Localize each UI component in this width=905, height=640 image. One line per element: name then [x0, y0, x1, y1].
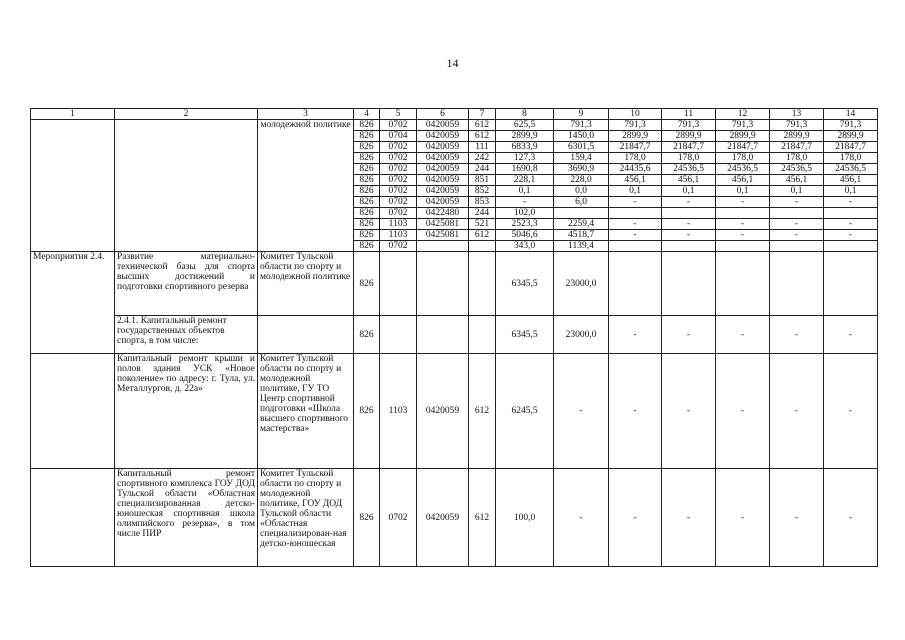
table-cell: 791,3	[554, 120, 609, 131]
table-cell: 0,1	[662, 186, 716, 197]
header-cell: 8	[496, 109, 554, 120]
table-cell: 178,0	[662, 153, 716, 164]
table-cell: 0420059	[417, 142, 469, 153]
table-cell: 178,0	[609, 153, 662, 164]
table-cell: 2899,9	[662, 131, 716, 142]
empty-cell	[770, 252, 824, 316]
header-cell: 11	[662, 109, 716, 120]
table-cell: 791,3	[824, 120, 878, 131]
page-number: 14	[446, 56, 459, 70]
table-cell: 1103	[380, 354, 417, 469]
table-cell: -	[662, 316, 716, 354]
table-cell: -	[662, 230, 716, 241]
header-cell: 9	[554, 109, 609, 120]
table-cell: 791,3	[662, 120, 716, 131]
empty-cell	[380, 252, 417, 316]
table-cell	[716, 241, 770, 252]
table-cell: 1103	[380, 219, 417, 230]
empty-cell	[609, 252, 662, 316]
table-cell	[417, 241, 469, 252]
header-cell: 12	[716, 109, 770, 120]
measure-title: Развитие материально-технической базы для спорта высших достижений и подготовки спортивного резерва	[115, 252, 258, 316]
table-cell: 0420059	[417, 153, 469, 164]
sub-row	[31, 316, 878, 354]
table-cell: 4518,7	[554, 230, 609, 241]
budget-table	[30, 108, 878, 567]
table-cell: 612	[469, 469, 496, 567]
table-cell: -	[662, 219, 716, 230]
header-cell: 1	[31, 109, 115, 120]
table-cell: -	[716, 219, 770, 230]
table-cell: -	[609, 316, 662, 354]
table-cell: 228,0	[554, 175, 609, 186]
sub-title: Капитальный ремонт крыши и полов здания УСК «Новое поколение» по адресу: г. Тула, ул. Металлургов, д. 22а»	[115, 354, 258, 469]
table-cell: 1103	[380, 230, 417, 241]
table-cell: 100,0	[496, 469, 554, 567]
table-cell: 0425081	[417, 230, 469, 241]
header-cell: 6	[417, 109, 469, 120]
table-cell: 0702	[380, 164, 417, 175]
table-cell: 21847,7	[770, 142, 824, 153]
table-cell: -	[716, 469, 770, 567]
table-cell: 0702	[380, 153, 417, 164]
table-cell: -	[770, 219, 824, 230]
table-cell: 826	[354, 175, 380, 186]
table-cell: -	[770, 230, 824, 241]
header-cell: 7	[469, 109, 496, 120]
empty-cell	[31, 120, 115, 252]
table-cell: 456,1	[662, 175, 716, 186]
table-cell: 0,1	[824, 186, 878, 197]
table-cell: -	[824, 219, 878, 230]
table-cell: 0420059	[417, 186, 469, 197]
table-cell: 826	[354, 469, 380, 567]
table-cell: 1450,0	[554, 131, 609, 142]
table-cell	[824, 208, 878, 219]
table-cell: 21847,7	[662, 142, 716, 153]
empty-cell	[716, 252, 770, 316]
table-cell: 2259,4	[554, 219, 609, 230]
table-cell: 21847,7	[609, 142, 662, 153]
table-cell: 0422480	[417, 208, 469, 219]
table-cell: 2523,3	[496, 219, 554, 230]
table-cell	[716, 208, 770, 219]
table-cell: 0702	[380, 120, 417, 131]
table-cell: 178,0	[770, 153, 824, 164]
table-cell	[770, 241, 824, 252]
table-cell: -	[770, 316, 824, 354]
table-cell: 791,3	[770, 120, 824, 131]
table-cell: 612	[469, 354, 496, 469]
table-cell: 826	[354, 354, 380, 469]
table-cell: 228,1	[496, 175, 554, 186]
table-cell: 2899,9	[770, 131, 824, 142]
table-cell	[662, 241, 716, 252]
empty-cell	[380, 316, 417, 354]
table-cell: 625,5	[496, 120, 554, 131]
table-cell: 791,3	[716, 120, 770, 131]
table-cell: 0425081	[417, 219, 469, 230]
table-cell: 178,0	[716, 153, 770, 164]
table-cell: 5046,6	[496, 230, 554, 241]
table-cell: 826	[354, 153, 380, 164]
table-cell: -	[824, 197, 878, 208]
table-row	[31, 120, 878, 131]
responsible-cell: молодежной политике	[258, 120, 354, 252]
table-cell: 2899,9	[824, 131, 878, 142]
sub-title: Капитальный ремонт спортивного комплекса ГОУ ДОД Тульской области «Областная специализированная детско-юношеская спортивная школа олимпийского резерва», в том числе ПИР	[115, 469, 258, 567]
table-cell: -	[716, 354, 770, 469]
table-cell: -	[662, 197, 716, 208]
table-cell: 826	[354, 316, 380, 354]
header-cell: 14	[824, 109, 878, 120]
table-cell: 0702	[380, 142, 417, 153]
table-cell: -	[662, 469, 716, 567]
table-cell: 24536,5	[824, 164, 878, 175]
table-cell: 24536,5	[662, 164, 716, 175]
table-cell: 111	[469, 142, 496, 153]
table-cell: 456,1	[609, 175, 662, 186]
table-cell: 23000,0	[554, 316, 609, 354]
empty-cell	[662, 252, 716, 316]
header-cell: 4	[354, 109, 380, 120]
table-cell: 521	[469, 219, 496, 230]
table-cell: 0,1	[716, 186, 770, 197]
table-cell	[469, 241, 496, 252]
table-cell: 0,0	[554, 186, 609, 197]
table-cell: 6301,5	[554, 142, 609, 153]
table-cell: -	[554, 354, 609, 469]
table-cell: 127,3	[496, 153, 554, 164]
table-cell: 826	[354, 164, 380, 175]
table-cell: 826	[354, 241, 380, 252]
table-cell: -	[770, 354, 824, 469]
table-cell: 826	[354, 252, 380, 316]
table-cell: 0420059	[417, 131, 469, 142]
table-cell: 0702	[380, 208, 417, 219]
empty-cell	[31, 469, 115, 567]
table-cell: 2899,9	[716, 131, 770, 142]
table-cell: 0702	[380, 175, 417, 186]
table-cell: 6833,9	[496, 142, 554, 153]
empty-cell	[115, 120, 258, 252]
table-cell: 21847,7	[716, 142, 770, 153]
header-cell: 5	[380, 109, 417, 120]
table-cell: 6245,5	[496, 354, 554, 469]
empty-cell	[31, 354, 115, 469]
table-cell: 23000,0	[554, 252, 609, 316]
header-cell: 13	[770, 109, 824, 120]
table-cell: -	[824, 354, 878, 469]
table-cell	[770, 208, 824, 219]
table-cell: 612	[469, 120, 496, 131]
table-cell: 24536,5	[770, 164, 824, 175]
empty-cell	[258, 316, 354, 354]
empty-cell	[469, 252, 496, 316]
table-cell: -	[609, 469, 662, 567]
header-cell: 3	[258, 109, 354, 120]
table-cell: 1139,4	[554, 241, 609, 252]
table-cell: -	[824, 230, 878, 241]
table-cell: 826	[354, 208, 380, 219]
table-cell: 3690,9	[554, 164, 609, 175]
table-cell: 343,0	[496, 241, 554, 252]
table-cell: 791,3	[609, 120, 662, 131]
table-cell: 24435,6	[609, 164, 662, 175]
table-cell: 6,0	[554, 197, 609, 208]
table-cell: 0,1	[496, 186, 554, 197]
measure-resp: Комитет Тульской области по спорту и молодежной политике	[258, 252, 354, 316]
table-cell: 0702	[380, 241, 417, 252]
table-cell	[824, 241, 878, 252]
table-cell	[609, 241, 662, 252]
table-cell: -	[609, 354, 662, 469]
table-cell: 0702	[380, 469, 417, 567]
measure-row	[31, 252, 878, 316]
table-cell: 851	[469, 175, 496, 186]
table-cell: -	[770, 197, 824, 208]
table-cell: 102,0	[496, 208, 554, 219]
table-cell: 852	[469, 186, 496, 197]
table-cell: -	[496, 197, 554, 208]
table-cell: 2899,9	[496, 131, 554, 142]
table-cell	[554, 208, 609, 219]
table-cell: 826	[354, 197, 380, 208]
table-cell: 0420059	[417, 469, 469, 567]
table-cell: 244	[469, 208, 496, 219]
table-cell: 0702	[380, 186, 417, 197]
sub-row	[31, 354, 878, 469]
table-cell: 456,1	[824, 175, 878, 186]
table-cell: -	[609, 197, 662, 208]
sub-resp: Комитет Тульской области по спорту и молодежной политике, ГОУ ДОД Тульской области «Областная специализирован-ная детско-юношеская	[258, 469, 354, 567]
header-cell: 2	[115, 109, 258, 120]
table-cell: 0702	[380, 197, 417, 208]
table-cell: 826	[354, 186, 380, 197]
empty-cell	[824, 252, 878, 316]
table-cell: -	[770, 469, 824, 567]
measure-code: Мероприятия 2.4.	[31, 252, 115, 354]
table-cell: 0420059	[417, 120, 469, 131]
table-cell: 0420059	[417, 197, 469, 208]
header-cell: 10	[609, 109, 662, 120]
table-cell: 0,1	[770, 186, 824, 197]
table-cell: 2899,9	[609, 131, 662, 142]
table-cell: 826	[354, 219, 380, 230]
table-cell: 612	[469, 230, 496, 241]
empty-cell	[469, 316, 496, 354]
table-cell	[662, 208, 716, 219]
table-cell: 1690,8	[496, 164, 554, 175]
table-cell: -	[662, 354, 716, 469]
table-cell: 244	[469, 164, 496, 175]
table-cell: 0420059	[417, 354, 469, 469]
table-cell: 853	[469, 197, 496, 208]
header-row	[31, 109, 878, 120]
table-cell: -	[716, 316, 770, 354]
sub-row	[31, 469, 878, 567]
table-cell: -	[716, 230, 770, 241]
table-cell: 242	[469, 153, 496, 164]
table-cell: 178,0	[824, 153, 878, 164]
table-cell: -	[609, 230, 662, 241]
table-cell: 0,1	[609, 186, 662, 197]
table-cell: 0420059	[417, 164, 469, 175]
table-cell: 826	[354, 230, 380, 241]
sub-title: 2.4.1. Капитальный ремонт государственных объектов спорта, в том числе:	[115, 316, 258, 354]
table-cell	[609, 208, 662, 219]
table-cell: 456,1	[716, 175, 770, 186]
table-cell: -	[554, 469, 609, 567]
table-cell: 24536,5	[716, 164, 770, 175]
table-cell: 0420059	[417, 175, 469, 186]
table-cell: -	[824, 469, 878, 567]
table-cell: 0704	[380, 131, 417, 142]
table-cell: 826	[354, 120, 380, 131]
sub-resp: Комитет Тульской области по спорту и молодежной политике, ГУ ТО Центр спортивной подготовки «Школа высшего спортивного мастерства»	[258, 354, 354, 469]
table-cell: 826	[354, 142, 380, 153]
empty-cell	[417, 252, 469, 316]
table-cell: 826	[354, 131, 380, 142]
table-cell: 21847,7	[824, 142, 878, 153]
table-cell: 456,1	[770, 175, 824, 186]
table-cell: -	[824, 316, 878, 354]
table-cell: 612	[469, 131, 496, 142]
table-cell: 159,4	[554, 153, 609, 164]
table-cell: -	[609, 219, 662, 230]
table-cell: -	[716, 197, 770, 208]
table-cell: 6345,5	[496, 316, 554, 354]
empty-cell	[417, 316, 469, 354]
table-cell: 6345,5	[496, 252, 554, 316]
